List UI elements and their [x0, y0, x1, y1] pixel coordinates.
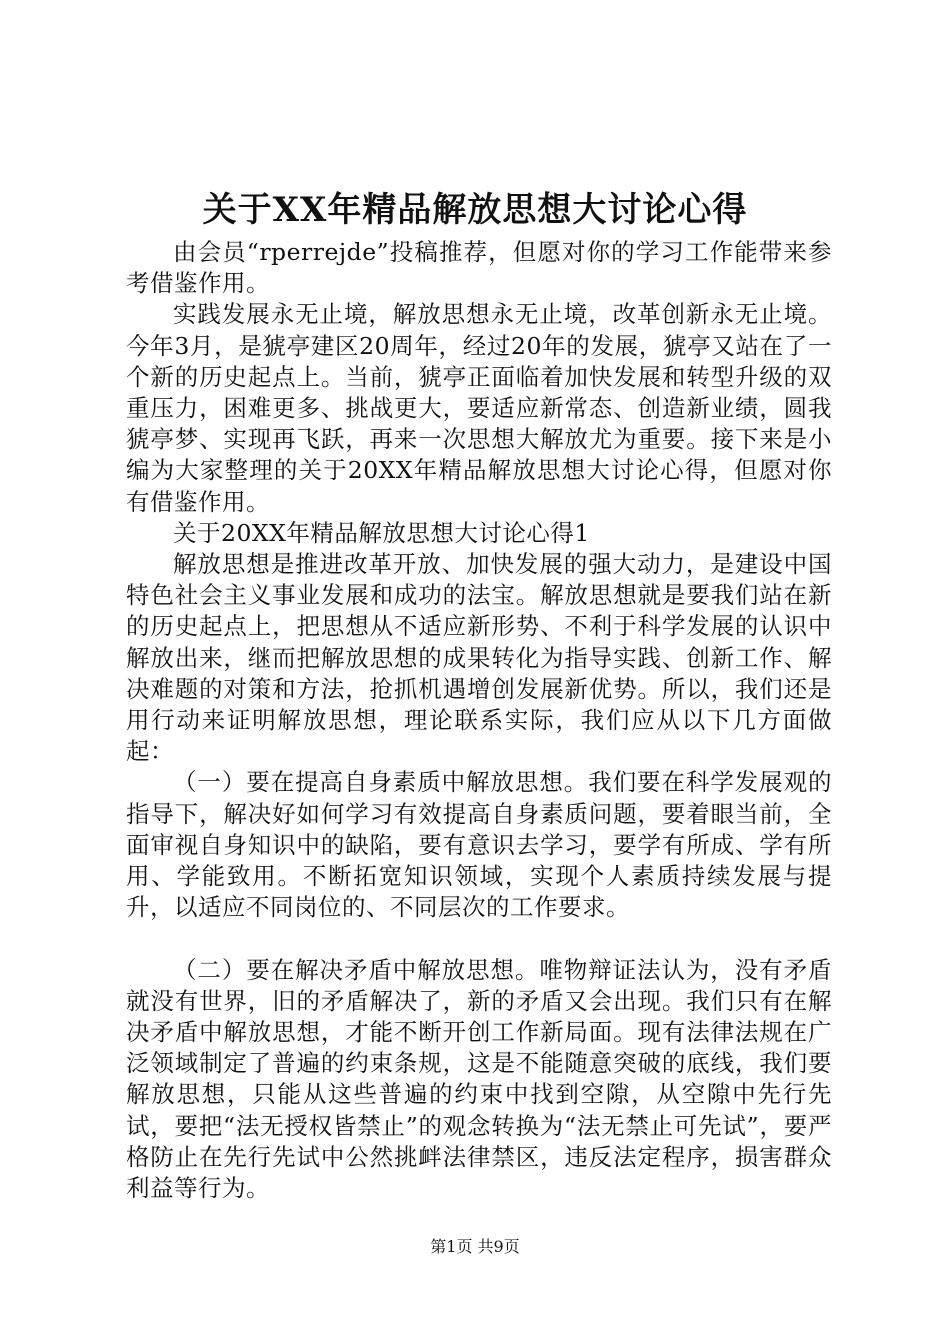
page-footer: 第1页 共9页 — [430, 1237, 520, 1256]
paragraph-section-1: 解放思想是推进改革开放、加快发展的强大动力，是建设中国特色社会主义事业发展和成功的法宝。解放思想就是要我们站在新的历史起点上，把思想从不适应新形势、不利于科学发展的认识中解放出来，继而把解放思想的成果转化为指导实践、创新工作、解决难题的对策和方法，抢抓机遇增创发展新优势。所以，我们还是用行动来证明解放思想，理论联系实际，我们应从以下几方面做起： — [126, 550, 832, 766]
paragraph-point-2: （二）要在解决矛盾中解放思想。唯物辩证法认为，没有矛盾就没有世界，旧的矛盾解决了，新的矛盾又会出现。我们只有在解决矛盾中解放思想，才能不断开创工作新局面。现有法律法规在广泛领域制定了普遍的约束条规，这是不能随意突破的底线，我们要解放思想，只能从这些普遍的约束中找到空隙，从空隙中先行先试，要把“法无授权皆禁止”的观念转换为“法无禁止可先试”，要严格防止在先行先试中公然挑衅法律禁区，违反法定程序，损害群众利益等行为。 — [126, 955, 832, 1203]
paragraph-point-1: （一）要在提高自身素质中解放思想。我们要在科学发展观的指导下，解决好如何学习有效提高自身素质问题，要着眼当前，全面审视自身知识中的缺陷，要有意识去学习，要学有所成、学有所用、学能致用。不断拓宽知识领域，实现个人素质持续发展与提升，以适应不同岗位的、不同层次的工作要求。 — [126, 768, 832, 922]
document-body — [126, 237, 832, 1204]
paragraph-intro: 由会员“rperrejde”投稿推荐，但愿对你的学习工作能带来参考借鉴作用。 — [126, 238, 832, 298]
document-title: 关于XX年精品解放思想大讨论心得 — [202, 190, 748, 230]
section-heading: 关于20XX年精品解放思想大讨论心得1 — [173, 518, 590, 547]
paragraph-background: 实践发展永无止境，解放思想永无止境，改革创新永无止境。今年3月，是猇亭建区20周年，经过20年的发展，猇亭又站在了一个新的历史起点上。当前，猇亭正面临着加快发展和转型升级的双重压力，困难更多、挑战更大，要适应新常态、创造新业绩，圆我猇亭梦、实现再飞跃，再来一次思想大解放尤为重要。接下来是小编为大家整理的关于20XX年精品解放思想大讨论心得，但愿对你有借鉴作用。 — [126, 300, 832, 516]
